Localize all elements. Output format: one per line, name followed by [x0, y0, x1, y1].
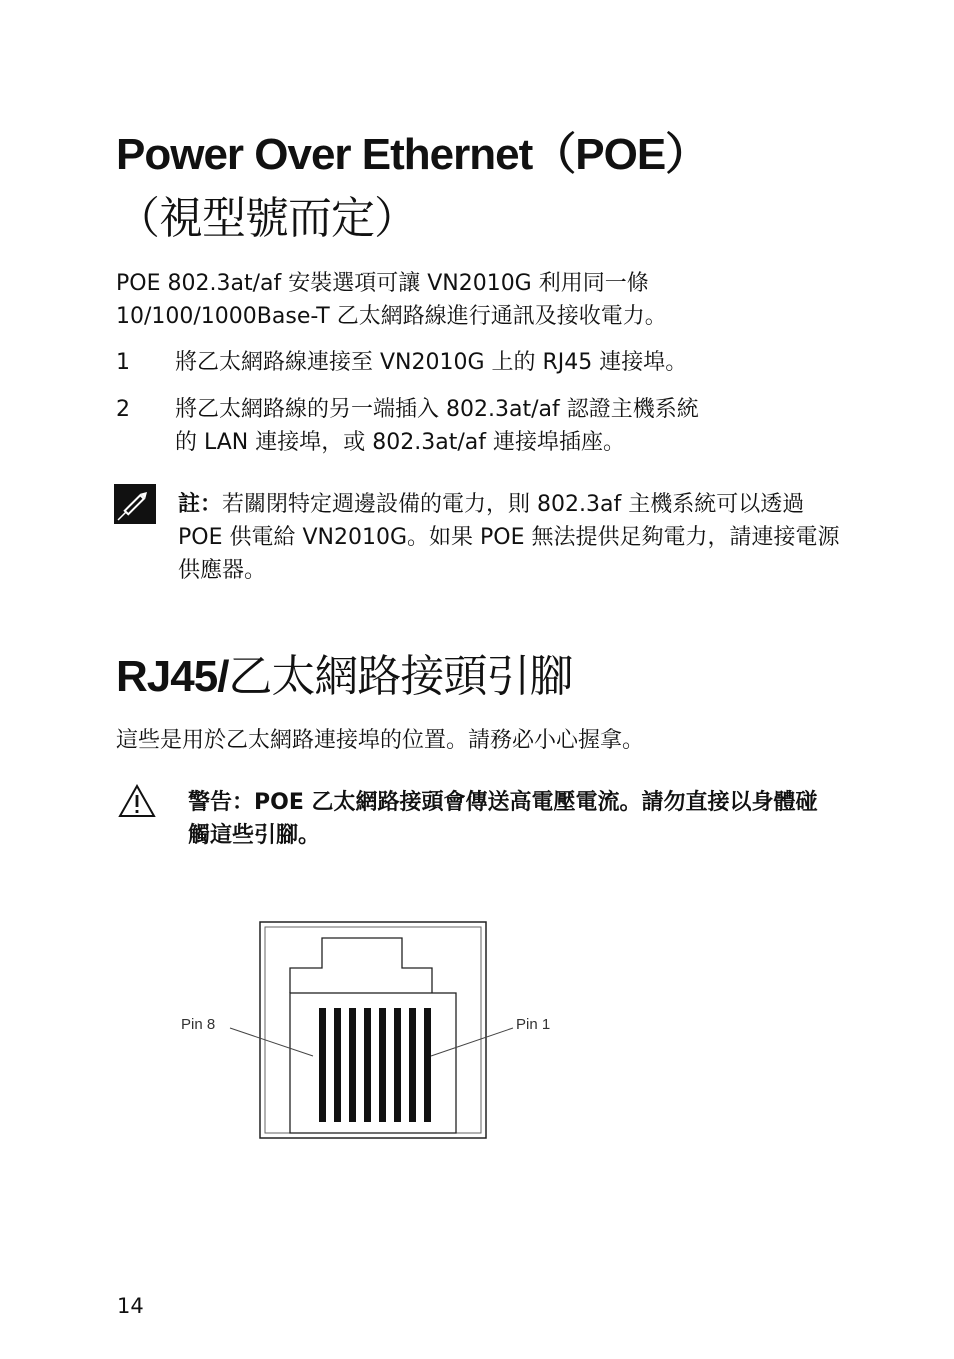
pin-contact: [424, 1008, 431, 1122]
pin-contact: [349, 1008, 356, 1122]
step-number: 1: [116, 350, 130, 375]
poe-intro-line2: 10/100/1000Base-T 乙太網路線進行通訊及接收電力。: [116, 304, 667, 329]
rj45-pin-diagram: [170, 915, 570, 1150]
pin-contact: [394, 1008, 401, 1122]
poe-intro-line1: POE 802.3at/af 安裝選項可讓 VN2010G 利用同一條: [116, 271, 649, 296]
section-title-rj45-latin: RJ45/: [116, 652, 229, 701]
section-title-poe-line1: Power Over Ethernet（POE）: [116, 130, 709, 179]
pin-contact: [334, 1008, 341, 1122]
warning-line: 觸這些引腳。: [188, 823, 321, 848]
warning-line: [188, 786, 818, 819]
step-number: 2: [116, 397, 130, 422]
section-title-rj45-cjk: 乙太網路接頭引腳: [228, 652, 573, 701]
step-text-line: 將乙太網路線連接至 VN2010G 上的 RJ45 連接埠。: [175, 350, 688, 375]
section-title-poe-line2: （視型號而定）: [116, 194, 417, 243]
pin-1-label: Pin 1: [516, 1016, 551, 1033]
note-line: [178, 488, 839, 521]
section-title-poe: [116, 126, 708, 184]
jack-inner-frame: [265, 927, 481, 1133]
pin-1-leader: [431, 1028, 513, 1056]
pin-contacts: [319, 1008, 431, 1122]
rj45-intro: 這些是用於乙太網路連接埠的位置。請務必小心握拿。: [116, 728, 645, 753]
warning-line1-text: POE 乙太網路接頭會傳送高電壓電流。請勿直接以身體碰: [254, 790, 818, 815]
warning-label: 警告：: [188, 790, 255, 815]
section-title-rj45: [116, 648, 572, 706]
note-label: 註：: [178, 492, 223, 517]
jack-outer-frame: [260, 922, 486, 1138]
poe-intro: [116, 267, 667, 333]
note-line: 供應器。: [178, 558, 267, 583]
step-text: [175, 393, 699, 459]
warning-block: [188, 786, 818, 852]
note-line: POE 供電給 VN2010G。如果 POE 無法提供足夠電力，請連接電源: [178, 525, 840, 550]
pin-contact: [379, 1008, 386, 1122]
note-block: [178, 488, 839, 587]
step-text: [175, 346, 687, 379]
warning-triangle-icon: [118, 784, 156, 818]
step-text-line: 將乙太網路線的另一端插入 802.3at/af 認證主機系統: [175, 397, 699, 422]
section-title-poe-sub: [116, 190, 417, 248]
page-number: 14: [117, 1294, 144, 1318]
pin-8-leader: [230, 1028, 313, 1056]
note-pencil-icon: [114, 484, 156, 524]
note-line1-text: 若關閉特定週邊設備的電力，則 802.3af 主機系統可以透過: [222, 492, 805, 517]
pin-contact: [364, 1008, 371, 1122]
pin-8-label: Pin 8: [181, 1016, 216, 1033]
pin-contact: [409, 1008, 416, 1122]
pin-contact: [319, 1008, 326, 1122]
step-text-line: 的 LAN 連接埠，或 802.3at/af 連接埠插座。: [175, 430, 625, 455]
jack-socket: [290, 993, 456, 1133]
jack-key-outline: [290, 938, 432, 993]
